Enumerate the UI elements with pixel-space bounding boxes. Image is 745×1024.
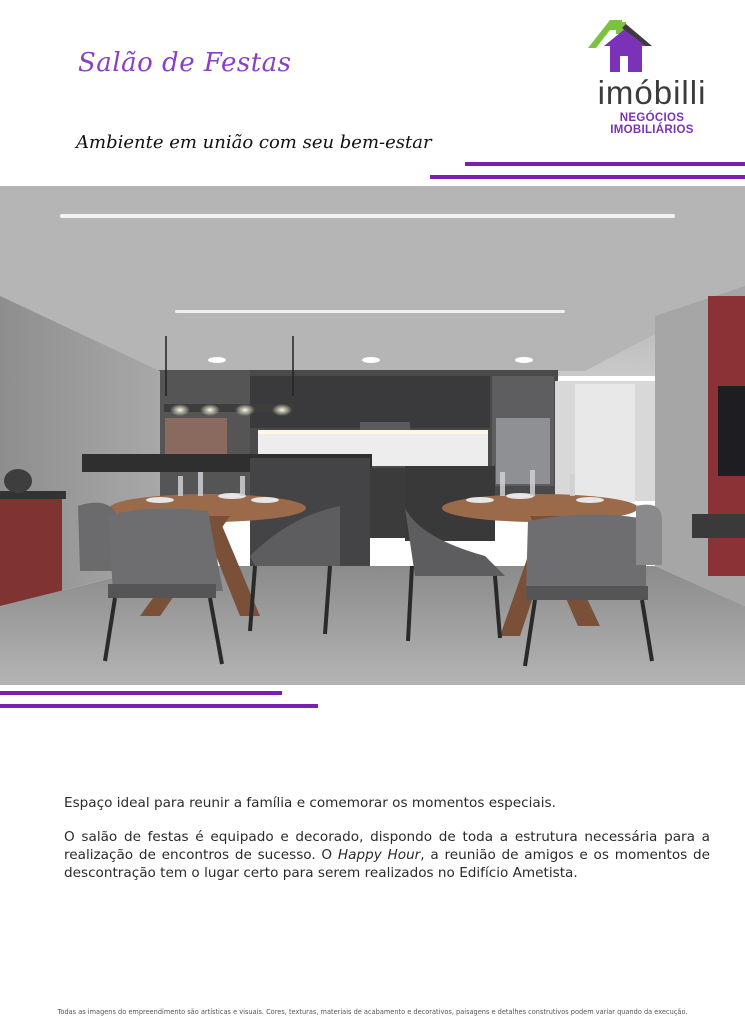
header-accent-bar-2 xyxy=(430,175,745,179)
intro-text: Espaço ideal para reunir a família e comemorar os momentos especiais. xyxy=(64,795,556,811)
header-accent-bar-1 xyxy=(465,162,745,166)
page-title: Salão de Festas xyxy=(78,48,292,78)
brand-logo xyxy=(582,14,722,136)
photo-accent-bar-2 xyxy=(0,704,318,708)
brand-tagline: NEGÓCIOS IMOBILIÁRIOS xyxy=(610,112,694,136)
paragraph-start: O salão de festas é equipado e decorado, dispondo de toda a estrutura necessária para a realização de encontros de sucesso. O xyxy=(64,829,710,863)
description xyxy=(64,794,710,898)
paragraph-end: , a reunião de amigos e os momentos de descontração tem o lugar certo para serem realizados no Edifício Ametista. xyxy=(64,847,710,881)
paragraph-emphasis: Happy Hour xyxy=(337,847,421,863)
party-room-photo xyxy=(0,186,745,685)
footer-disclaimer: Todas as imagens do empreendimento são artísticas e visuais. Cores, texturas, materiais de acabamento e decorativos, paisagens e detalhes construtivos podem variar quando da execução. xyxy=(57,1008,688,1016)
page-subtitle: Ambiente em união com seu bem-estar xyxy=(76,132,432,153)
brand-name: imóbilli xyxy=(597,74,707,111)
description-paragraph xyxy=(64,828,710,882)
photo-accent-bar-1 xyxy=(0,691,282,695)
house-logo-icon xyxy=(582,14,722,76)
